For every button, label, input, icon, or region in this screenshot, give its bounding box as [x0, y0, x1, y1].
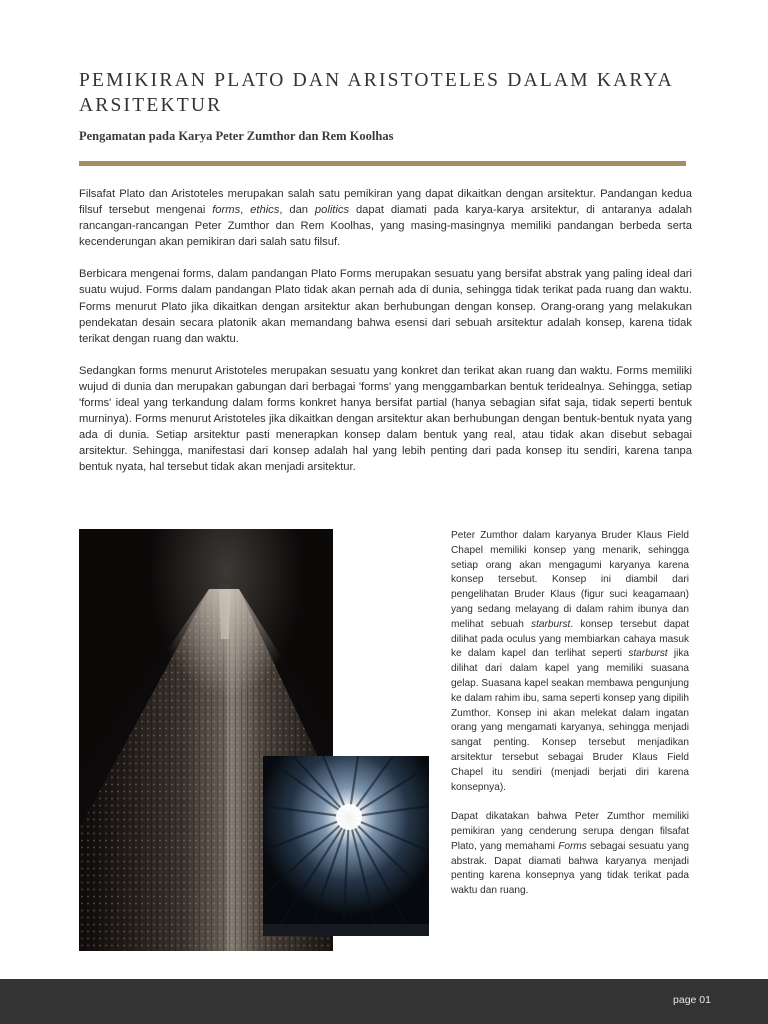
paragraph-plato: Berbicara mengenai forms, dalam pandangan Plato Forms merupakan sesuatu yang bersifat abstrak yang paling ideal dari suatu wujud. Forms dalam pandangan Plato tidak akan pernah ada di dunia, sehingga tidak terikat pada ruang dan waktu. Forms menurut Plato jika dikaitkan dengan arsitektur akan berhubungan dengan konsep. Orang-orang yang melakukan pendekatan desain secara platonik akan memandang bahwa esensi dari sebuah arsitektur adalah konsep, karena tidak terikat dengan ruang dan waktu.	[79, 268, 692, 345]
page-subtitle: Pengamatan pada Karya Peter Zumthor dan Rem Koolhas	[79, 129, 394, 143]
paragraph-intro: Filsafat Plato dan Aristoteles merupakan salah satu pemikiran yang dapat dikaitkan dengan arsitektur. Pandangan kedua filsuf tersebut mengenai forms, ethics, dan politics dapat diamati pada karya-karya arsitektur, di antaranya adalah rancangan-rancangan Peter Zumthor dan Rem Koolhas, yang masing-masingnya memiliki pandangan berbeda serta kecenderungan akan pemikiran dari salah satu filsuf.	[79, 188, 693, 249]
paragraph-aristoteles: Sedangkan forms menurut Aristoteles merupakan sesuatu yang konkret dan terikat akan ruang dan waktu. Forms memiliki wujud di dunia dan merupakan gabungan dari berbagai 'forms' yang menggambarkan bentuk teridealnya. Sehingga, setiap 'forms' ideal yang terkandung dalam forms konkret hanya bersifat partial (hanya sebagian sifat saja, tidak seperti bentuk murninya). Forms menurut Aristoteles jika dikaitkan dengan arsitektur akan berhubungan dengan bentuk-bentuk nyata yang ada di dunia. Setiap arsitektur pasti menerapkan konsep dalam bentuk yang real, atau tidak akan disebut sebagai arsitektur. Sehingga, manifestasi dari konsep adalah hal yang lebih penting dari pada konsep itu sendiri, karena tanpa bentuk nyata, hal tersebut tidak akan menjadi arsitektur.	[79, 364, 692, 474]
page-title: PEMIKIRAN PLATO DAN ARISTOTELES DALAM KARYA ARSITEKTUR	[79, 70, 673, 116]
oculus-starburst-photo	[263, 756, 429, 936]
main-text	[79, 186, 692, 492]
page-footer	[0, 979, 768, 1024]
paragraph-zumthor-concept: Peter Zumthor dalam karyanya Bruder Klaus Field Chapel memiliki konsep yang menarik, sehingga setiap orang akan mengagumi karyanya karena konsep tersebut. Konsep ini diambil dari pengelihatan Bruder Klaus (figur suci keagamaan) yang sedang melayang di dalam rahim ibunya dan melihat sebuah starburst. konsep tersebut dapat dilihat pada oculus yang membiarkan cahaya masuk ke dalam kapel dan terlihat seperti starburst jika dilihat dari dalam kapel yang memiliki suasana gelap. Suasana kapel seakan membawa pengunjung ke dalam rahim ibu, sama seperti konsep yang dipilih Zumthor. Konsep ini akan melekat dalam ingatan orang yang mengamati karyanya, sehingga menjadi sangat penting. Konsep tersebut menjadikan arsitektur tersebut sebagai Bruder Klaus Field Chapel itu sendiri (menjadi berjati diri karena konsepnya).	[451, 530, 690, 793]
side-column-text	[451, 529, 689, 914]
title-divider	[79, 161, 686, 166]
paragraph-zumthor-plato: Dapat dikatakan bahwa Peter Zumthor memiliki pemikiran yang cenderung serupa dengan filsafat Plato, yang memahami Forms sebagai sesuatu yang abstrak. Dapat diamati bahwa karyanya menjadi penting karena konsepnya yang tidak terikat pada waktu dan ruang.	[451, 811, 689, 897]
page-number: page 01	[673, 994, 711, 1006]
